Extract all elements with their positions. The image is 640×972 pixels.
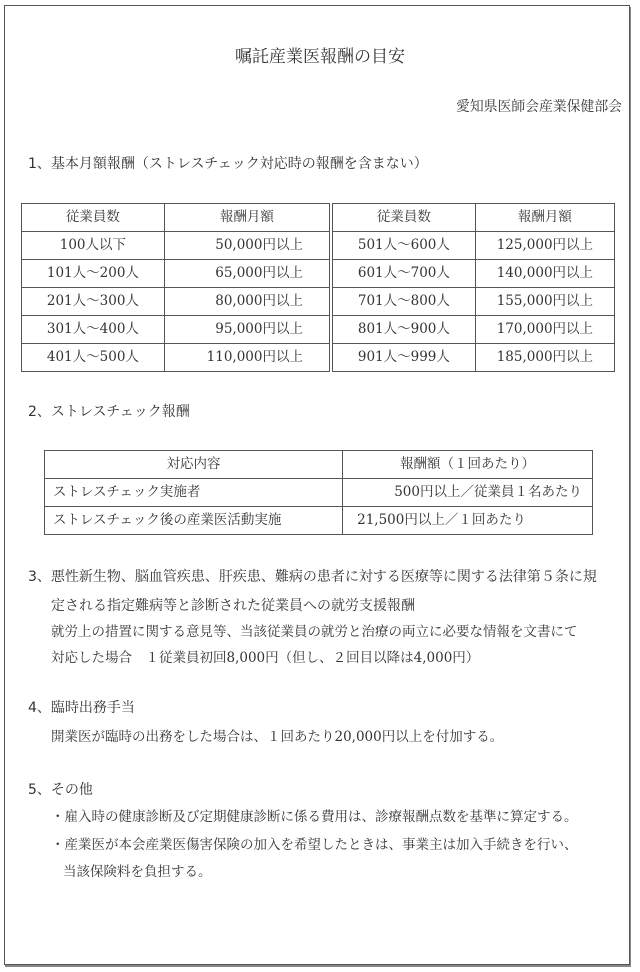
- section3-body-line2: 対応した場合 １従業員初回8,000円（但し、２回目以降は4,000円）: [51, 650, 480, 666]
- header-fee-left: 報酬月額: [164, 204, 331, 232]
- section3-body-line1: 就労上の措置に関する意見等、当該従業員の就労と治療の両立に必要な情報を文書にて: [51, 624, 578, 640]
- base-fee-table: [21, 203, 615, 372]
- section2-heading: 2、ストレスチェック報酬: [28, 404, 190, 420]
- table-row: [22, 344, 615, 372]
- section5-bullet2-line1: ・産業医が本会産業医傷害保険の加入を希望したときは、事業主は加入手続きを行い、: [51, 837, 578, 853]
- employees-cell: 201人～300人: [22, 288, 165, 316]
- fee-cell: 21,500円以上／１回あたり: [343, 507, 593, 535]
- header-employees-right: 従業員数: [331, 204, 475, 232]
- employees-cell: 101人～200人: [22, 260, 165, 288]
- fee-cell: 155,000円以上: [475, 288, 614, 316]
- employees-cell: 901人～999人: [331, 344, 475, 372]
- fee-cell: 65,000円以上: [164, 260, 331, 288]
- stress-check-table: [44, 450, 593, 535]
- header-fee: 報酬額（１回あたり）: [343, 451, 593, 479]
- employees-cell: 100人以下: [22, 232, 165, 260]
- employees-cell: 701人～800人: [331, 288, 475, 316]
- table-header-row: [22, 204, 615, 232]
- employees-cell: 801人～900人: [331, 316, 475, 344]
- table-row: [22, 232, 615, 260]
- section5-bullet1: ・雇入時の健康診断及び定期健康診断に係る費用は、診療報酬点数を基準に算定する。: [51, 809, 578, 825]
- section3-heading-line1: 3、悪性新生物、脳血管疾患、肝疾患、難病の患者に対する医療等に関する法律第５条に規: [28, 569, 597, 585]
- section4-heading: 4、臨時出務手当: [28, 700, 135, 716]
- header-employees-left: 従業員数: [22, 204, 165, 232]
- section4-body: 開業医が臨時の出務をした場合は、１回あたり20,000円以上を付加する。: [51, 729, 504, 745]
- content-cell: ストレスチェック後の産業医活動実施: [45, 507, 343, 535]
- employees-cell: 401人～500人: [22, 344, 165, 372]
- fee-cell: 185,000円以上: [475, 344, 614, 372]
- section3-heading-line2: 定される指定難病等と診断された従業員への就労支援報酬: [51, 598, 415, 614]
- section5-bullet2-line2: 当該保険料を負担する。: [63, 864, 212, 880]
- table-row: [45, 479, 593, 507]
- document-title: 嘱託産業医報酬の目安: [235, 47, 405, 67]
- section5-heading: 5、その他: [28, 782, 93, 798]
- content-cell: ストレスチェック実施者: [45, 479, 343, 507]
- table-row: [22, 260, 615, 288]
- fee-cell: 110,000円以上: [164, 344, 331, 372]
- header-fee-right: 報酬月額: [475, 204, 614, 232]
- header-content: 対応内容: [45, 451, 343, 479]
- fee-cell: 170,000円以上: [475, 316, 614, 344]
- employees-cell: 601人～700人: [331, 260, 475, 288]
- employees-cell: 501人～600人: [331, 232, 475, 260]
- fee-cell: 50,000円以上: [164, 232, 331, 260]
- table-row: [45, 507, 593, 535]
- fee-cell: 500円以上／従業員１名あたり: [343, 479, 593, 507]
- fee-cell: 80,000円以上: [164, 288, 331, 316]
- fee-cell: 95,000円以上: [164, 316, 331, 344]
- fee-cell: 125,000円以上: [475, 232, 614, 260]
- section1-heading: 1、基本月額報酬（ストレスチェック対応時の報酬を含まない）: [28, 156, 428, 172]
- employees-cell: 301人～400人: [22, 316, 165, 344]
- fee-cell: 140,000円以上: [475, 260, 614, 288]
- table-header-row: [45, 451, 593, 479]
- organization-name: 愛知県医師会産業保健部会: [456, 99, 622, 115]
- table-row: [22, 316, 615, 344]
- table-row: [22, 288, 615, 316]
